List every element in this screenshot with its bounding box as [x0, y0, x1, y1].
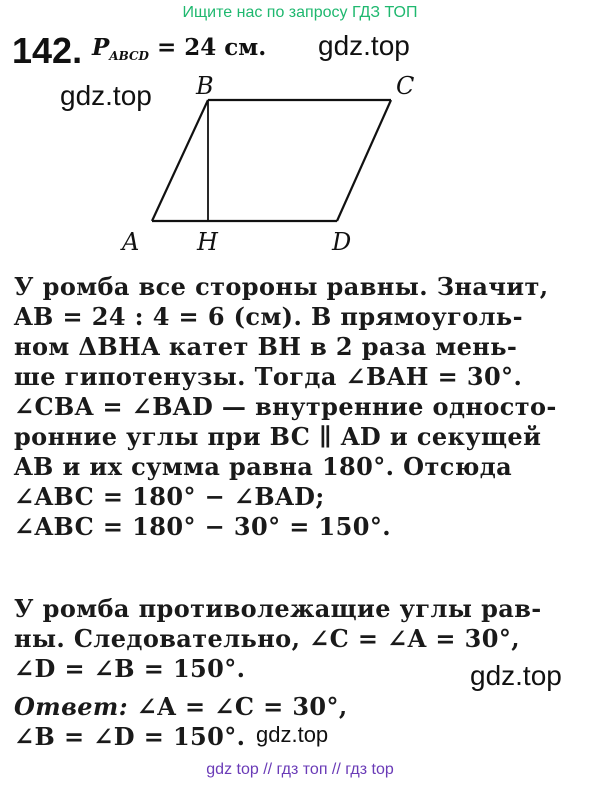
- solution-line: AB = 24 : 4 = 6 (см). В прямоуголь-: [14, 302, 523, 331]
- given-value: = 24 см.: [148, 34, 267, 61]
- solution-line: ше гипотенузы. Тогда ∠BAH = 30°.: [14, 362, 523, 391]
- solution-line: AB и их сумма равна 180°. Отсюда: [14, 452, 513, 481]
- solution-line: ∠CBA = ∠BAD — внутренние односто-: [14, 392, 557, 421]
- answer-line-2: ∠B = ∠D = 150°.: [14, 722, 246, 751]
- watermark: gdz.top: [60, 80, 152, 111]
- solution-line: ∠ABC = 180° − 30° = 150°.: [14, 512, 391, 541]
- side-cd: [337, 100, 391, 221]
- vertex-label-b: B: [196, 72, 214, 100]
- solution-line: ронние углы при BC ∥ AD и секущей: [14, 422, 542, 451]
- vertex-label-a: A: [122, 228, 140, 256]
- conclusion-line: ∠D = ∠B = 150°.: [14, 654, 246, 683]
- footer-links: gdz top // гдз топ // гдз top: [206, 761, 394, 778]
- watermark: gdz.top: [318, 30, 410, 61]
- solution-text: [14, 272, 557, 542]
- watermark: gdz.top: [470, 660, 562, 691]
- solution-line: ∠ABC = 180° − ∠BAD;: [14, 482, 325, 511]
- rhombus-figure: [0, 0, 600, 260]
- answer-label: Ответ:: [14, 692, 128, 721]
- watermark: gdz.top: [256, 722, 329, 747]
- conclusion-text: [14, 594, 542, 684]
- vertex-label-d: D: [332, 228, 352, 256]
- answer-line-1: [14, 692, 348, 722]
- solution-line: ном ΔBHA катет BH в 2 раза мень-: [14, 332, 518, 361]
- vertex-label-c: C: [396, 72, 415, 100]
- side-ab: [152, 100, 208, 221]
- conclusion-line: ны. Следовательно, ∠C = ∠A = 30°,: [14, 624, 521, 653]
- vertex-label-h: H: [197, 228, 218, 256]
- top-banner: Ищите нас по запросу ГДЗ ТОП: [182, 4, 418, 21]
- solution-line: У ромба все стороны равны. Значит,: [14, 272, 549, 301]
- given-p: P: [92, 34, 110, 61]
- given-subscript: ABCD: [109, 49, 149, 63]
- answer-value-1: ∠A = ∠C = 30°,: [128, 692, 348, 721]
- conclusion-line: У ромба противолежащие углы рав-: [14, 594, 542, 623]
- problem-number: 142.: [12, 30, 83, 71]
